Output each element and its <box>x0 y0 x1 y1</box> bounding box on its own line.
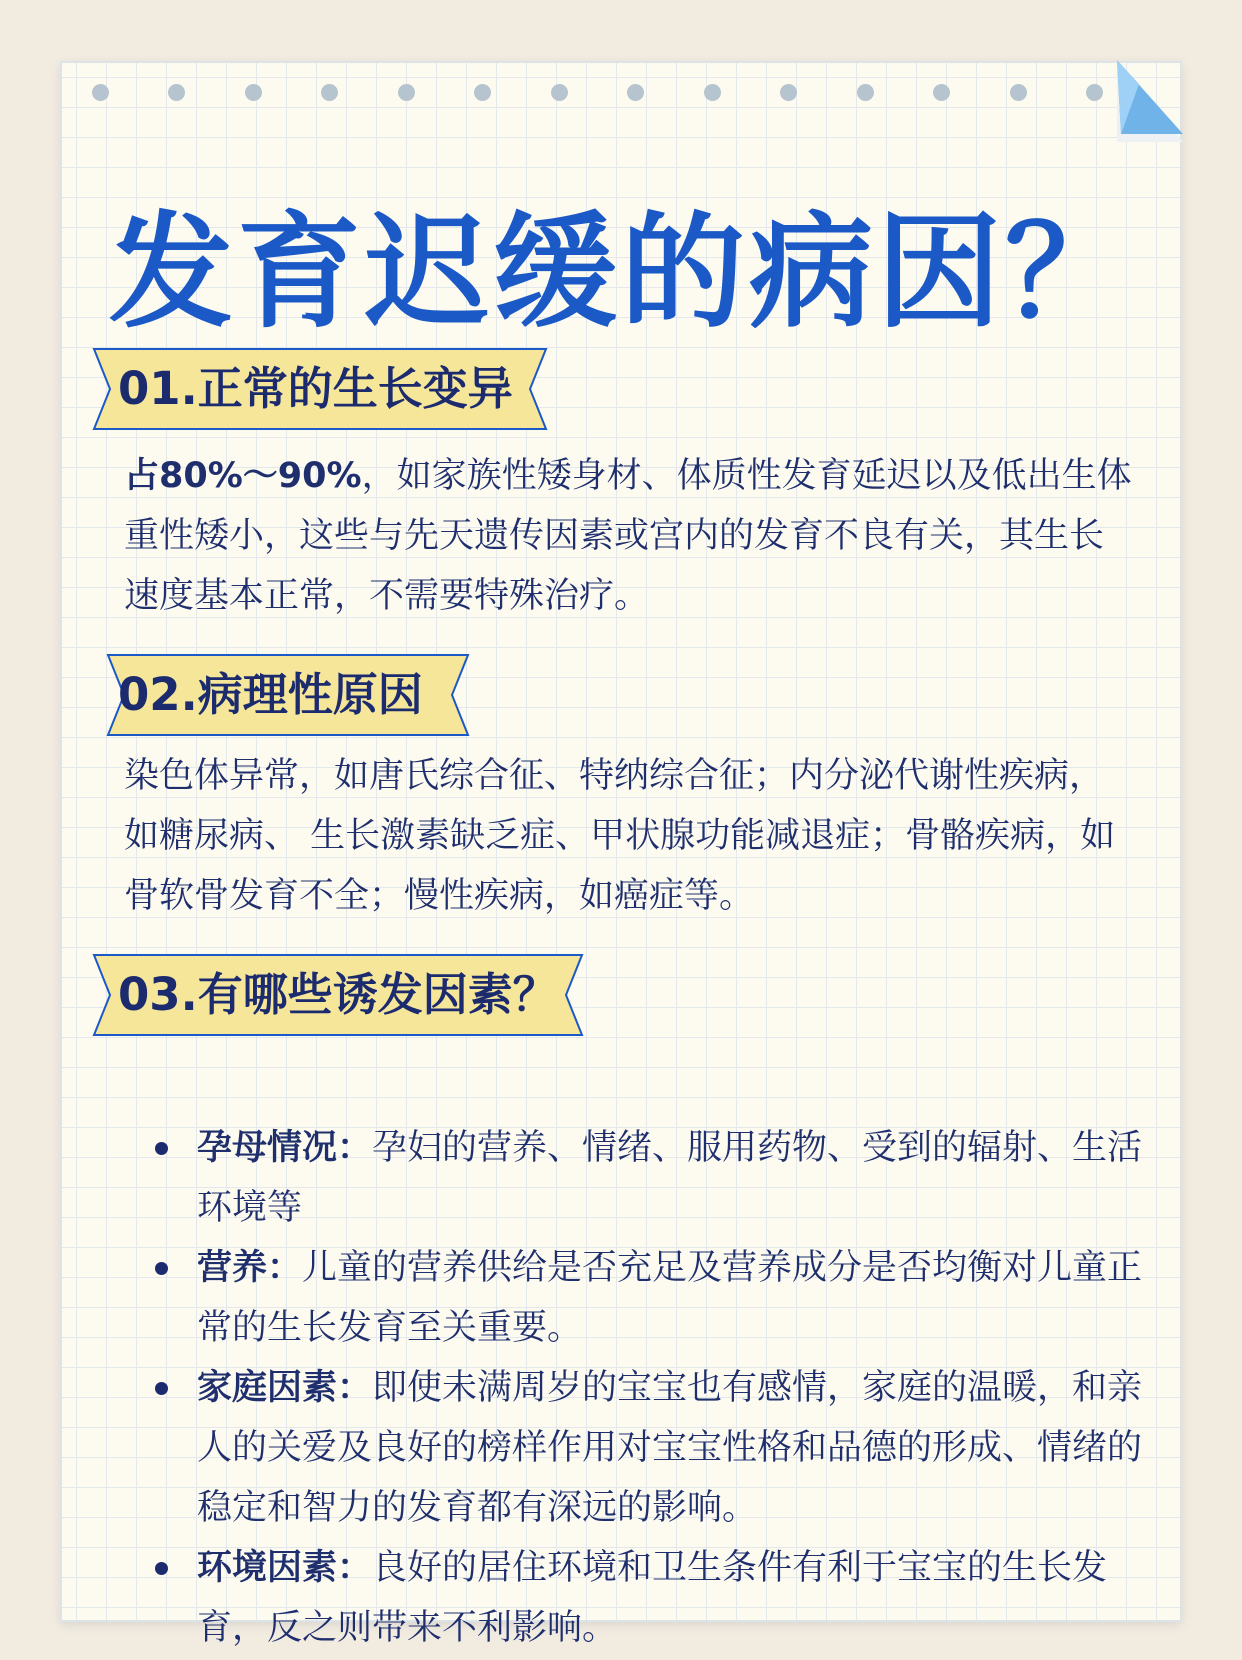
binder-hole <box>398 84 415 101</box>
binder-hole <box>704 84 721 101</box>
factor-text: 儿童的营养供给是否充足及营养成分是否均衡对儿童正常的生长发育至关重要。 <box>197 1248 1143 1348</box>
binder-hole <box>857 84 874 101</box>
section-1-heading: 01.正常的生长变异 <box>118 362 513 415</box>
folded-corner-icon <box>1117 60 1183 142</box>
section-1-banner <box>92 347 548 431</box>
section-2-body: 染色体异常，如唐氏综合征、特纳综合征；内分泌代谢性疾病，如糖尿病、 生长激素缺乏症、甲状腺功能减退症；骨骼疾病，如骨软骨发育不全；慢性疾病，如癌症等。 <box>124 756 1116 916</box>
factor-term: 家庭因素： <box>197 1368 373 1408</box>
list-item <box>147 1538 1157 1658</box>
section-3-banner <box>92 953 584 1037</box>
binder-hole <box>474 84 491 101</box>
factor-text: 孕妇的营养、情绪、服用药物、受到的辐射、生活环境等 <box>197 1128 1143 1228</box>
binder-hole <box>780 84 797 101</box>
section-2-heading: 02.病理性原因 <box>118 668 423 721</box>
page-title: 发育迟缓的病因？ <box>108 201 1133 345</box>
factor-term: 营养： <box>197 1248 303 1288</box>
binder-holes <box>92 84 1142 104</box>
factor-term: 孕母情况： <box>197 1128 373 1168</box>
factor-text: 即使未满周岁的宝宝也有感情，家庭的温暖，和亲人的关爱及良好的榜样作用对宝宝性格和品德的形成、情绪的稳定和智力的发育都有深远的影响。 <box>197 1368 1143 1528</box>
binder-hole <box>245 84 262 101</box>
list-item <box>147 1358 1157 1538</box>
section-1-text: ，如家族性矮身材、体质性发育延迟以及低出生体重性矮小，这些与先天遗传因素或宫内的发育不良有关，其生长速度基本正常，不需要特殊治疗。 <box>124 456 1132 616</box>
section-2-banner <box>106 653 470 737</box>
factor-list <box>147 1118 1157 1658</box>
binder-hole <box>321 84 338 101</box>
binder-hole <box>627 84 644 101</box>
binder-hole <box>1086 84 1103 101</box>
section-1-body <box>124 446 1134 626</box>
bullet-icon <box>155 1142 168 1155</box>
note-paper <box>62 63 1180 1648</box>
section-1-lead: 占80%～90% <box>124 456 362 496</box>
binder-hole <box>933 84 950 101</box>
binder-hole <box>1010 84 1027 101</box>
section-3-heading: 03.有哪些诱发因素？ <box>118 968 558 1021</box>
bullet-icon <box>155 1382 168 1395</box>
binder-hole <box>551 84 568 101</box>
binder-hole <box>92 84 109 101</box>
bullet-icon <box>155 1562 168 1575</box>
list-item <box>147 1118 1157 1238</box>
list-item <box>147 1238 1157 1358</box>
bullet-icon <box>155 1262 168 1275</box>
binder-hole <box>168 84 185 101</box>
factor-text: 良好的居住环境和卫生条件有利于宝宝的生长发育，反之则带来不利影响。 <box>197 1548 1108 1648</box>
factor-term: 环境因素： <box>197 1548 373 1588</box>
